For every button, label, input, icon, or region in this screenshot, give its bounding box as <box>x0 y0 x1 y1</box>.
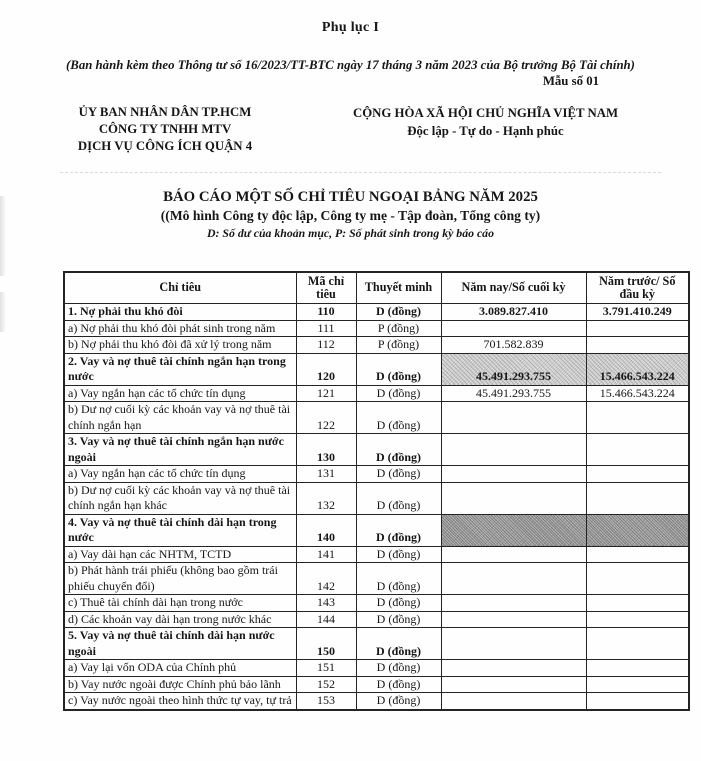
national-motto-block <box>300 104 671 155</box>
cell-label: b) Vay nước ngoài được Chính phủ bảo lãnh <box>64 676 296 693</box>
cell-label: b) Dư nợ cuối kỳ các khoản vay và nợ thuê tài chính ngắn hạn <box>64 402 296 434</box>
cell-note: D (đồng) <box>356 434 441 466</box>
cell-label: 1. Nợ phải thu khó đòi <box>64 304 296 321</box>
cell-prior <box>586 514 689 546</box>
org-header-row <box>0 104 701 155</box>
cell-code: 150 <box>296 628 356 660</box>
cell-current <box>441 546 586 563</box>
cell-prior <box>586 563 689 595</box>
cell-code: 111 <box>296 320 356 337</box>
cell-label: 4. Vay và nợ thuê tài chính dài hạn trong nước <box>64 514 296 546</box>
table-row <box>64 466 689 483</box>
cell-prior <box>586 434 689 466</box>
cell-note: D (đồng) <box>356 595 441 612</box>
cell-label: a) Vay ngắn hạn các tổ chức tín dụng <box>64 466 296 483</box>
cell-current <box>441 514 586 546</box>
cell-current: 3.089.827.410 <box>441 304 586 321</box>
cell-note: D (đồng) <box>356 563 441 595</box>
cell-note: D (đồng) <box>356 514 441 546</box>
table-row <box>64 628 689 660</box>
cell-current <box>441 660 586 677</box>
cell-current: 45.491.293.755 <box>441 385 586 402</box>
cell-current <box>441 595 586 612</box>
issuer-line-2: CÔNG TY TNHH MTV <box>98 122 232 136</box>
cell-code: 122 <box>296 402 356 434</box>
table-row <box>64 693 689 710</box>
report-legend: D: Số dư của khoản mục, P: Số phát sinh trong kỳ báo cáo <box>207 226 494 240</box>
cell-current <box>441 466 586 483</box>
cell-prior <box>586 611 689 628</box>
table-row <box>64 434 689 466</box>
cell-prior: 15.466.543.224 <box>586 385 689 402</box>
cell-note: P (đồng) <box>356 320 441 337</box>
report-title: BÁO CÁO MỘT SỐ CHỈ TIÊU NGOẠI BẢNG NĂM 2025 <box>163 189 538 205</box>
cell-prior <box>586 402 689 434</box>
header-thuyet-minh: Thuyết minh <box>356 272 441 304</box>
cell-current <box>441 434 586 466</box>
cell-code: 120 <box>296 353 356 385</box>
header-nam-nay: Năm nay/Số cuối kỳ <box>441 272 586 304</box>
cell-note: D (đồng) <box>356 676 441 693</box>
table-row <box>64 320 689 337</box>
cell-label: b) Nợ phải thu khó đòi đã xử lý trong năm <box>64 337 296 354</box>
cell-code: 143 <box>296 595 356 612</box>
cell-prior <box>586 628 689 660</box>
cell-note: D (đồng) <box>356 385 441 402</box>
header-nam-truoc: Năm trước/ Số đầu kỳ <box>586 272 689 304</box>
table-row <box>64 385 689 402</box>
cell-note: D (đồng) <box>356 628 441 660</box>
table-row <box>64 337 689 354</box>
cell-label: 3. Vay và nợ thuê tài chính ngắn hạn nước ngoài <box>64 434 296 466</box>
cell-current <box>441 676 586 693</box>
report-subtitle: ((Mô hình Công ty độc lập, Công ty mẹ - Tập đoàn, Tổng công ty) <box>160 208 541 223</box>
cell-prior: 15.466.543.224 <box>586 353 689 385</box>
cell-current <box>441 482 586 514</box>
cell-note: D (đồng) <box>356 546 441 563</box>
cell-prior: 3.791.410.249 <box>586 304 689 321</box>
cell-current <box>441 402 586 434</box>
cell-current <box>441 563 586 595</box>
cell-note: D (đồng) <box>356 466 441 483</box>
cell-code: 151 <box>296 660 356 677</box>
cell-label: d) Các khoản vay dài hạn trong nước khác <box>64 611 296 628</box>
appendix-title: Phụ lục I <box>321 20 380 35</box>
cell-code: 112 <box>296 337 356 354</box>
header-chi-tieu: Chỉ tiêu <box>64 272 296 304</box>
table-row <box>64 611 689 628</box>
cell-label: 5. Vay và nợ thuê tài chính dài hạn nước ngoài <box>64 628 296 660</box>
table-body <box>64 304 689 710</box>
cell-note: D (đồng) <box>356 353 441 385</box>
cell-code: 152 <box>296 676 356 693</box>
table-row <box>64 546 689 563</box>
cell-current <box>441 611 586 628</box>
cell-prior <box>586 466 689 483</box>
cell-label: a) Nợ phải thu khó đòi phát sinh trong năm <box>64 320 296 337</box>
cell-note: D (đồng) <box>356 660 441 677</box>
cell-code: 141 <box>296 546 356 563</box>
cell-label: a) Vay dài hạn các NHTM, TCTD <box>64 546 296 563</box>
cell-current <box>441 320 586 337</box>
cell-label: c) Thuê tài chính dài hạn trong nước <box>64 595 296 612</box>
cell-code: 110 <box>296 304 356 321</box>
cell-note: D (đồng) <box>356 402 441 434</box>
cell-current: 701.582.839 <box>441 337 586 354</box>
cell-code: 132 <box>296 482 356 514</box>
cell-label: c) Vay nước ngoài theo hình thức tự vay, tự trả <box>64 693 296 710</box>
table-row <box>64 514 689 546</box>
table-row <box>64 563 689 595</box>
table-row <box>64 660 689 677</box>
cell-label: a) Vay lại vốn ODA của Chính phủ <box>64 660 296 677</box>
cell-current <box>441 693 586 710</box>
cell-code: 130 <box>296 434 356 466</box>
cell-current <box>441 628 586 660</box>
cell-note: P (đồng) <box>356 337 441 354</box>
scan-artifact-line <box>60 172 661 173</box>
cell-prior <box>586 693 689 710</box>
cell-prior <box>586 595 689 612</box>
cell-prior <box>586 546 689 563</box>
cell-current: 45.491.293.755 <box>441 353 586 385</box>
scan-artifact <box>0 292 6 332</box>
cell-prior <box>586 337 689 354</box>
form-number: Mẫu số 01 <box>542 74 599 88</box>
cell-code: 153 <box>296 693 356 710</box>
cell-label: 2. Vay và nợ thuê tài chính ngắn hạn trong nước <box>64 353 296 385</box>
table-row <box>64 304 689 321</box>
cell-prior <box>586 482 689 514</box>
cell-code: 142 <box>296 563 356 595</box>
issuance-note: (Ban hành kèm theo Thông tư số 16/2023/TT-BTC ngày 17 tháng 3 năm 2023 của Bộ trưởng Bộ Tài chính) <box>66 58 635 72</box>
cell-prior <box>586 660 689 677</box>
table-header-row <box>64 272 689 304</box>
table-row <box>64 676 689 693</box>
cell-note: D (đồng) <box>356 611 441 628</box>
issuer-block <box>0 104 330 155</box>
cell-note: D (đồng) <box>356 304 441 321</box>
table-row <box>64 402 689 434</box>
issuer-line-1: ỦY BAN NHÂN DÂN TP.HCM <box>78 105 252 119</box>
cell-prior <box>586 320 689 337</box>
cell-code: 131 <box>296 466 356 483</box>
table-row <box>64 595 689 612</box>
national-title: CỘNG HÒA XÃ HỘI CHỦ NGHĨA VIỆT NAM <box>352 106 619 120</box>
cell-label: b) Phát hành trái phiếu (không bao gồm trái phiếu chuyển đổi) <box>64 563 296 595</box>
cell-code: 121 <box>296 385 356 402</box>
header-ma-chi-tieu: Mã chỉ tiêu <box>296 272 356 304</box>
cell-note: D (đồng) <box>356 693 441 710</box>
report-table <box>63 271 690 711</box>
cell-code: 144 <box>296 611 356 628</box>
issuer-line-3: DỊCH VỤ CÔNG ÍCH QUẬN 4 <box>77 139 253 153</box>
cell-prior <box>586 676 689 693</box>
table-row <box>64 353 689 385</box>
cell-code: 140 <box>296 514 356 546</box>
national-motto: Độc lập - Tự do - Hạnh phúc <box>407 124 564 138</box>
table-row <box>64 482 689 514</box>
cell-label: a) Vay ngắn hạn các tổ chức tín dụng <box>64 385 296 402</box>
cell-label: b) Dư nợ cuối kỳ các khoản vay và nợ thuê tài chính ngắn hạn khác <box>64 482 296 514</box>
cell-note: D (đồng) <box>356 482 441 514</box>
